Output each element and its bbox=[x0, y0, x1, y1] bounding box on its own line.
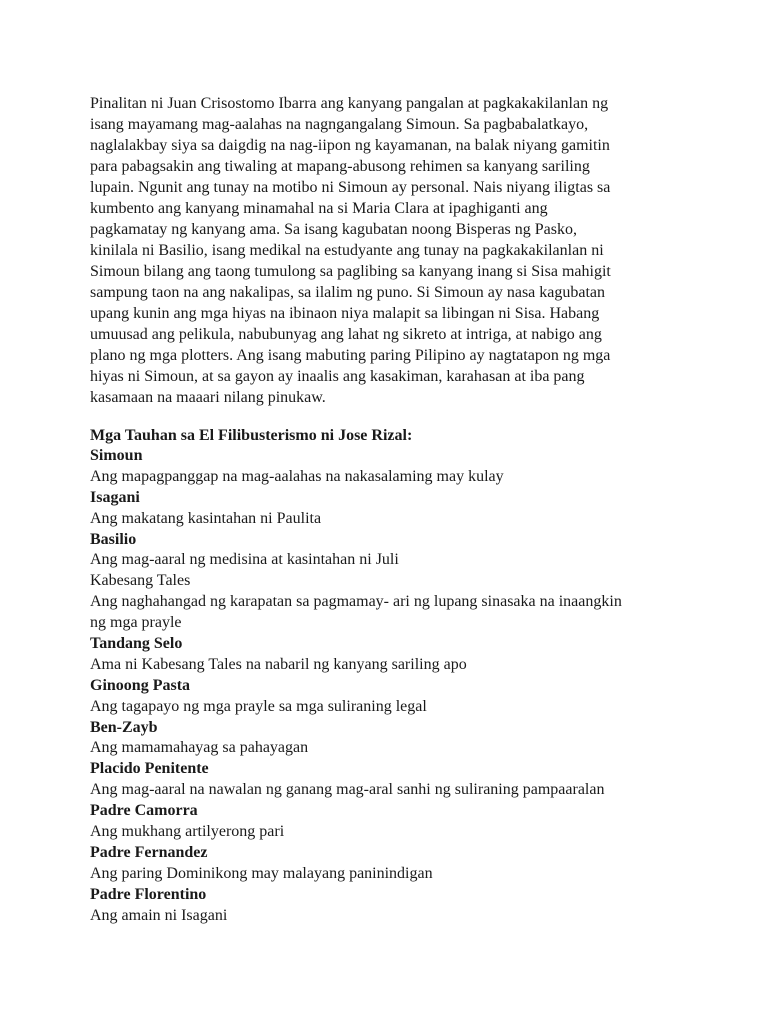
character-description: Ang paring Dominikong may malayang paninindigan bbox=[90, 864, 433, 882]
character-description: Ang mamamahayag sa pahayagan bbox=[90, 739, 309, 757]
character-name: Padre Fernandez bbox=[90, 843, 208, 861]
character-description: Ang mapagpanggap na mag-aalahas na nakasalaming may kulay bbox=[90, 467, 504, 485]
intro-line: hiyas ni Simoun, at sa gayon ay inaalis ang kasakiman, karahasan at iba pang bbox=[90, 368, 585, 385]
character-description: Ama ni Kabesang Tales na nabaril ng kanyang sariling apo bbox=[90, 655, 467, 673]
character-name: Padre Camorra bbox=[90, 802, 198, 820]
intro-line: para pabagsakin ang tiwaling at mapang-abusong rehimen sa kanyang sariling bbox=[90, 158, 590, 175]
intro-line: umuusad ang pelikula, nabubunyag ang lahat ng sikreto at intriga, at nabigo ang bbox=[90, 326, 602, 343]
character-list bbox=[90, 446, 690, 926]
character-description: Ang amain ni Isagani bbox=[90, 906, 228, 924]
character-description: Ang tagapayo ng mga prayle sa mga suliraning legal bbox=[90, 697, 427, 715]
intro-line: naglalakbay siya sa daigdig na nag-iipon ng kayamanan, na balak niyang gamitin bbox=[90, 137, 610, 154]
intro-line: pagkamatay ng kanyang ama. Sa isang kagubatan noong Bisperas ng Pasko, bbox=[90, 221, 577, 238]
character-name: Kabesang Tales bbox=[90, 572, 191, 590]
character-name: Isagani bbox=[90, 488, 140, 506]
character-description: Ang mukhang artilyerong pari bbox=[90, 823, 285, 841]
character-name: Placido Penitente bbox=[90, 760, 209, 778]
character-name: Padre Florentino bbox=[90, 885, 207, 903]
intro-line: Simoun bilang ang taong tumulong sa paglibing sa kanyang inang si Sisa mahigit bbox=[90, 263, 611, 280]
character-name: Tandang Selo bbox=[90, 635, 183, 653]
intro-line: plano ng mga plotters. Ang isang mabuting paring Pilipino ay nagtatapon ng mga bbox=[90, 347, 611, 364]
intro-line: kumbento ang kanyang minamahal na si Maria Clara at ipaghiganti ang bbox=[90, 200, 548, 217]
intro-line: isang mayamang mag-aalahas na nagngangalang Simoun. Sa pagbabalatkayo, bbox=[90, 116, 589, 133]
character-name: Basilio bbox=[90, 530, 137, 548]
intro-line: kinilala ni Basilio, isang medikal na estudyante ang tunay na pagkakakilanlan ni bbox=[90, 242, 604, 259]
character-description: Ang mag-aaral ng medisina at kasintahan ni Juli bbox=[90, 551, 399, 569]
section-title: Mga Tauhan sa El Filibusterismo ni Jose Rizal: bbox=[90, 427, 413, 444]
intro-line: Pinalitan ni Juan Crisostomo Ibarra ang kanyang pangalan at pagkakakilanlan ng bbox=[90, 95, 609, 112]
intro-line: lupain. Ngunit ang tunay na motibo ni Simoun ay personal. Nais niyang iligtas sa bbox=[90, 179, 611, 196]
intro-line: kasamaan na maaari nilang pinukaw. bbox=[90, 389, 326, 406]
character-description: Ang makatang kasintahan ni Paulita bbox=[90, 509, 322, 527]
character-description: ng mga prayle bbox=[90, 614, 182, 632]
character-description: Ang mag-aaral na nawalan ng ganang mag-aral sanhi ng suliraning pampaaralan bbox=[90, 781, 605, 799]
character-name: Simoun bbox=[90, 447, 143, 464]
intro-line: upang kunin ang mga hiyas na ibinaon niya malapit sa libingan ni Sisa. Habang bbox=[90, 305, 600, 322]
character-name: Ben-Zayb bbox=[90, 718, 158, 736]
character-description: Ang naghahangad ng karapatan sa pagmamay- ari ng lupang sinasaka na inaangkin bbox=[90, 593, 622, 611]
character-name: Ginoong Pasta bbox=[90, 676, 191, 694]
intro-paragraph bbox=[90, 93, 690, 408]
intro-line: sampung taon na ang nakalipas, sa ilalim ng puno. Si Simoun ay nasa kagubatan bbox=[90, 284, 606, 301]
document-page bbox=[90, 93, 690, 926]
